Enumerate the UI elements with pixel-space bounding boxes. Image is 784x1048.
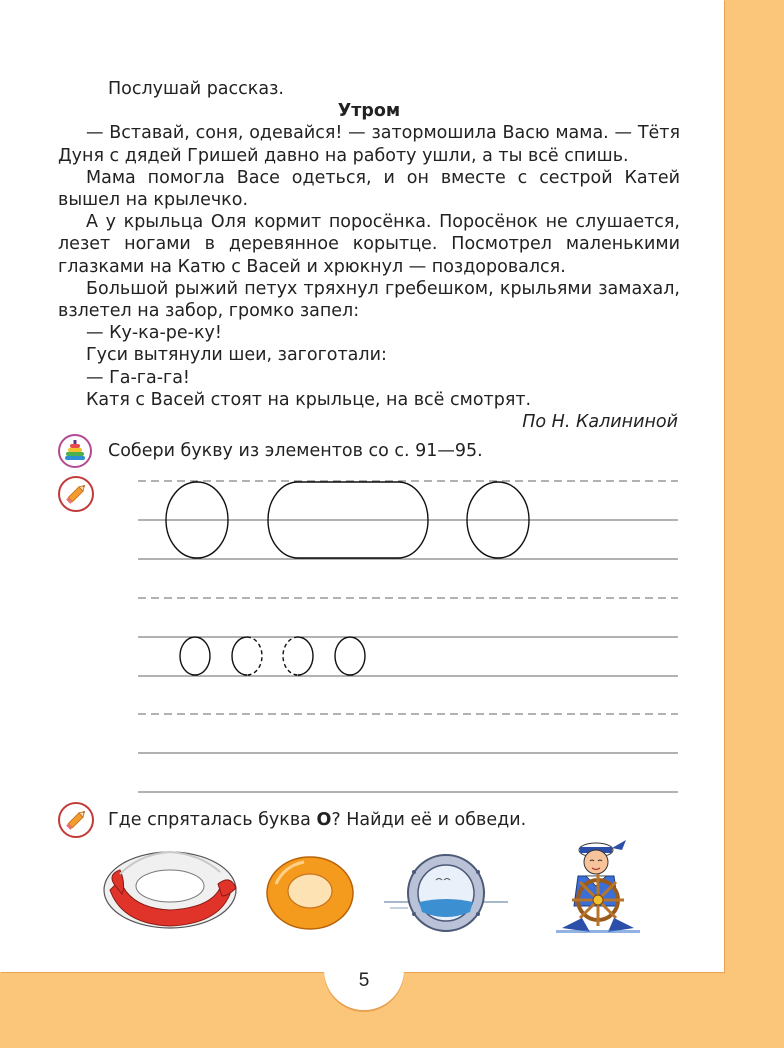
pencil-icon [58,802,94,838]
task2-text-after: ? Найди её и обведи. [331,810,527,830]
task2-letter: О [316,810,332,830]
lifebuoy-icon[interactable] [100,844,240,936]
page-number: 5 [358,970,370,991]
task2-text-before: Где спряталась буква [108,810,317,830]
intro-line: Послушай рассказ. [108,79,284,99]
story-title: Утром [337,101,401,122]
story-author: По Н. Калининой [522,412,678,433]
paragraph: Гуси вытянули шеи, загоготали: [86,345,387,366]
porthole-icon[interactable] [380,850,512,936]
letter-element-small-oval [180,637,210,675]
paragraph: Мама помогла Васе одеться, и он вместе с сестрой Катей вышел на крылечко. [58,167,680,211]
paragraph: Катя с Васей стоят на крыльце, на всё смотрят. [86,389,532,410]
letter-element-half-oval [232,637,247,675]
paragraph: — Ку-ка-ре-ку! [86,323,222,344]
paragraph: А у крыльца Оля кормит поросёнка. Поросёнок не слушается, лезет ногами в деревянное корытце. Посмотрел маленькими глазками на Катю с Васей и хрюкнул — поздоровался. [58,212,680,277]
letter-element-half-oval [298,637,313,675]
letter-element-small-oval [335,637,365,675]
bagel-icon[interactable] [264,854,356,932]
paragraph: Большой рыжий петух тряхнул гребешком, крыльями замахал, взлетел на забор, громко запел: [58,278,680,322]
task2-text [108,808,526,832]
paragraph: — Вставай, соня, одевайся! — затормошила Васю мама. — Тётя Дуня с дядей Гришей давно на работу ушли, а ты всё спишь. [58,123,680,166]
task1-text: Собери букву из элементов со с. 91—95. [108,441,483,461]
paragraph: — Га-га-га! [86,367,190,388]
sailor-at-wheel-icon[interactable] [552,834,644,936]
